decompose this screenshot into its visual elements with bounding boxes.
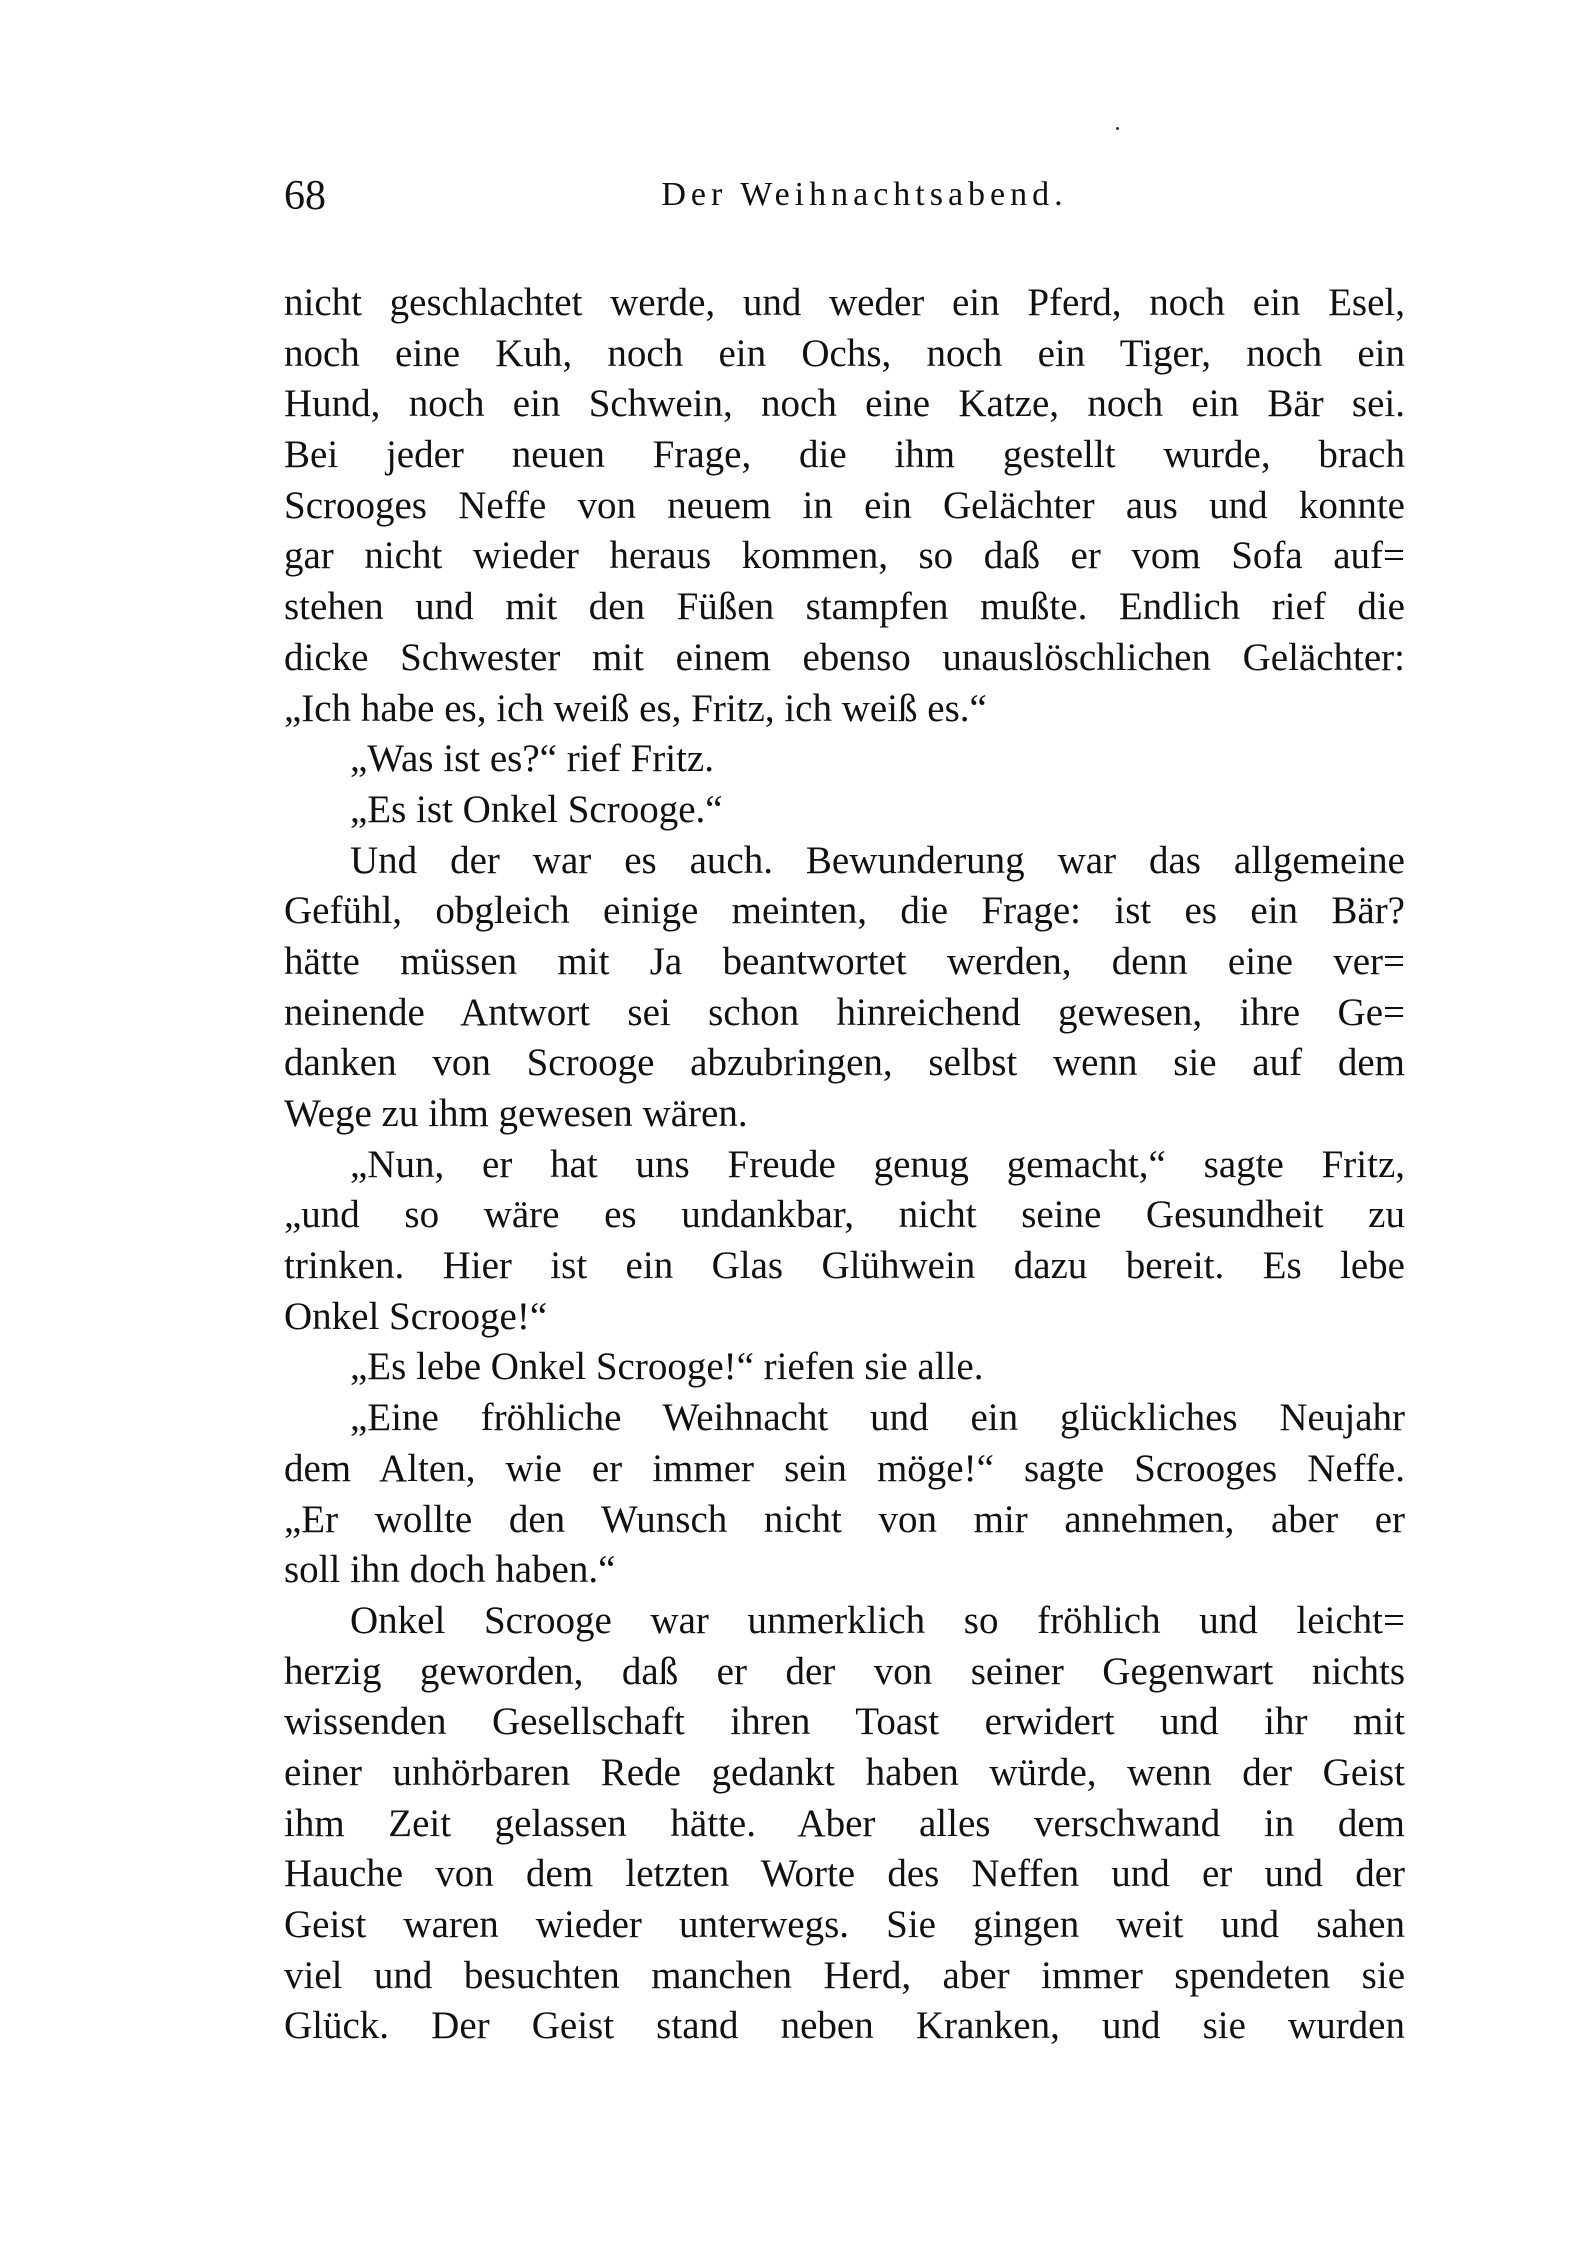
text-line: Geist waren wieder unterwegs. Sie gingen weit und sahen	[284, 1903, 1405, 1946]
body-text	[284, 278, 1405, 2052]
text-line: nicht geschlachtet werde, und weder ein Pferd, noch ein Esel,	[284, 281, 1405, 324]
text-line: Wege zu ihm gewesen wären.	[284, 1092, 748, 1135]
text-line: „Es ist Onkel Scrooge.“	[350, 787, 723, 831]
text-line: Gefühl, obgleich einige meinten, die Frage: ist es ein Bär?	[284, 889, 1405, 933]
text-line: Hund, noch ein Schwein, noch eine Katze, noch ein Bär sei.	[284, 382, 1405, 426]
text-line: „und so wäre es undankbar, nicht seine Gesundheit zu	[284, 1193, 1405, 1237]
text-line: soll ihn doch haben.“	[284, 1548, 616, 1592]
page-number: 68	[284, 173, 326, 219]
text-line: noch eine Kuh, noch ein Ochs, noch ein Tiger, noch ein	[284, 331, 1405, 375]
text-line: dem Alten, wie er immer sein möge!“ sagte Scrooges Neffe.	[284, 1446, 1405, 1490]
text-line: Onkel Scrooge war unmerklich so fröhlich und leicht=	[350, 1598, 1405, 1642]
scan-speck	[1116, 127, 1119, 130]
text-line: herzig geworden, daß er der von seiner Gegenwart nichts	[284, 1649, 1405, 1693]
text-line: Und der war es auch. Bewunderung war das allgemeine	[350, 838, 1405, 882]
text-line: Onkel Scrooge!“	[284, 1294, 548, 1338]
text-line: Glück. Der Geist stand neben Kranken, und sie wurden	[284, 2004, 1405, 2048]
text-line: einer unhörbaren Rede gedankt haben würde, wenn der Geist	[284, 1750, 1405, 1794]
page-header	[284, 172, 1405, 222]
text-line: „Eine fröhliche Weihnacht und ein glückliches Neujahr	[350, 1396, 1405, 1440]
text-line: Scrooges Neffe von neuem in ein Gelächter aus und konnte	[284, 483, 1405, 527]
text-line: „Nun, er hat uns Freude genug gemacht,“ sagte Fritz,	[350, 1142, 1405, 1186]
text-line: Bei jeder neuen Frage, die ihm gestellt wurde, brach	[284, 433, 1405, 477]
text-line: ihm Zeit gelassen hätte. Aber alles verschwand in dem	[284, 1801, 1405, 1845]
text-line: dicke Schwester mit einem ebenso unauslöschlichen Gelächter:	[284, 635, 1405, 679]
text-line: neinende Antwort sei schon hinreichend gewesen, ihre Ge=	[284, 990, 1405, 1034]
text-line: viel und besuchten manchen Herd, aber immer spendeten sie	[284, 1953, 1405, 1997]
text-line: „Was ist es?“ rief Fritz.	[350, 737, 714, 781]
text-line: trinken. Hier ist ein Glas Glühwein dazu bereit. Es lebe	[284, 1244, 1405, 1288]
text-line: „Ich habe es, ich weiß es, Fritz, ich weiß es.“	[284, 686, 987, 730]
text-line: stehen und mit den Füßen stampfen mußte. Endlich rief die	[284, 585, 1405, 629]
text-line: wissenden Gesellschaft ihren Toast erwidert und ihr mit	[284, 1700, 1405, 1744]
text-line: danken von Scrooge abzubringen, selbst wenn sie auf dem	[284, 1041, 1405, 1085]
running-title: Der Weihnachtsabend.	[661, 176, 1068, 213]
text-line: „Er wollte den Wunsch nicht von mir annehmen, aber er	[284, 1497, 1405, 1541]
text-line: Hauche von dem letzten Worte des Neffen und er und der	[284, 1852, 1405, 1896]
text-line: hätte müssen mit Ja beantwortet werden, denn eine ver=	[284, 939, 1405, 983]
text-line: gar nicht wieder heraus kommen, so daß er vom Sofa auf=	[284, 534, 1405, 578]
text-line: „Es lebe Onkel Scrooge!“ riefen sie alle.	[350, 1345, 984, 1389]
